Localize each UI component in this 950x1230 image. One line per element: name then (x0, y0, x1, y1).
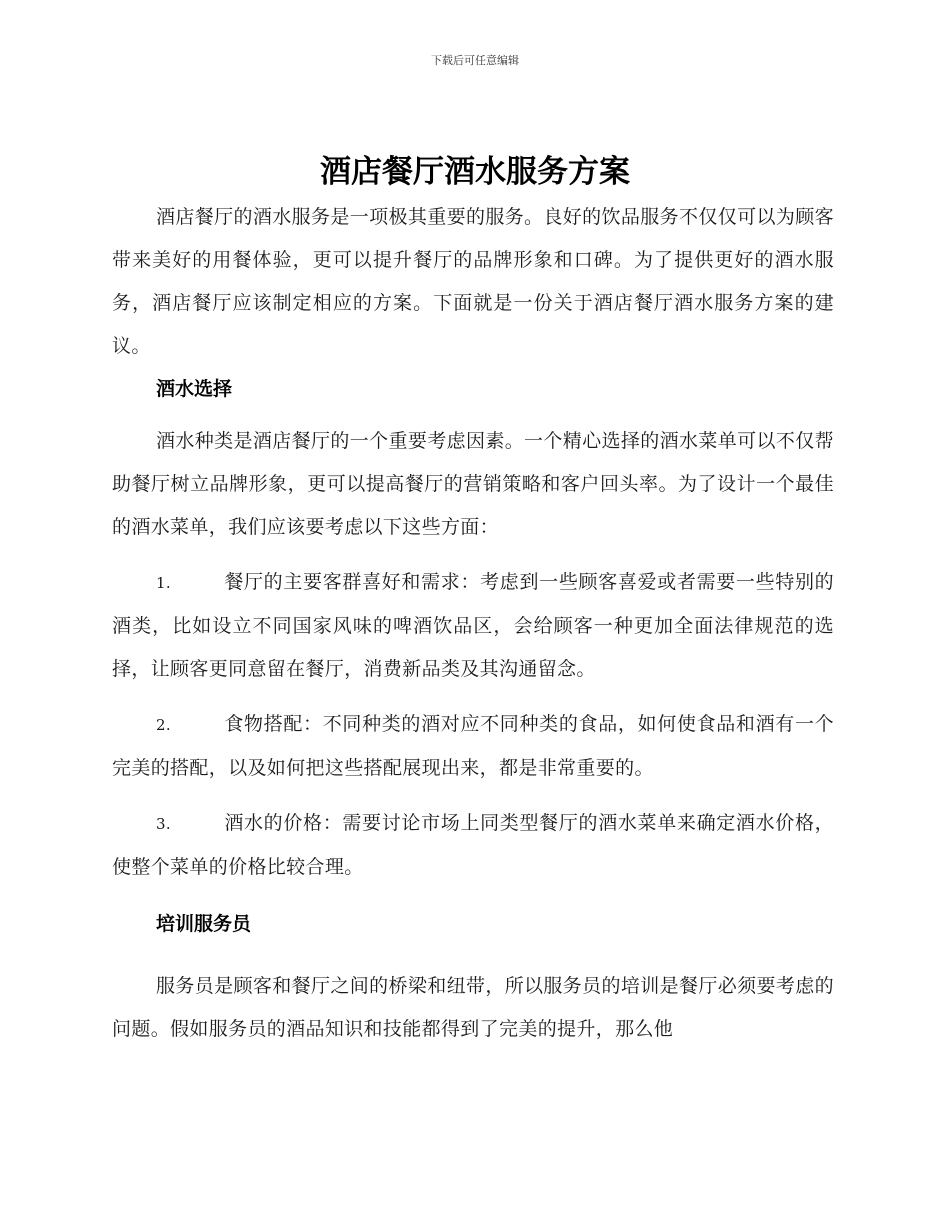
section-paragraph-wine-selection: 酒水种类是酒店餐厅的一个重要考虑因素。一个精心选择的酒水菜单可以不仅帮助餐厅树立品牌形象，更可以提高餐厅的营销策略和客户回头率。为了设计一个最佳的酒水菜单，我们应该要考虑以下这些方面： (112, 430, 834, 538)
list-item-1 (112, 561, 834, 691)
list-item-text: 酒水的价格：需要讨论市场上同类型餐厅的酒水菜单来确定酒水价格，使整个菜单的价格比较合理。 (112, 812, 834, 878)
list-item-number: 3. (156, 815, 172, 833)
list-item-number: 1. (156, 574, 172, 592)
section-heading-wine-selection: 酒水选择 (156, 378, 233, 400)
list-item-text: 餐厅的主要客群喜好和需求：考虑到一些顾客喜爱或者需要一些特别的酒类，比如设立不同国家风味的啤酒饮品区，会给顾客一种更加全面法律规范的选择，让顾客更同意留在餐厅，消费新品类及其沟通留念。 (112, 571, 834, 680)
document-body (112, 196, 834, 1063)
intro-paragraph: 酒店餐厅的酒水服务是一项极其重要的服务。良好的饮品服务不仅仅可以为顾客带来美好的用餐体验，更可以提升餐厅的品牌形象和口碑。为了提供更好的酒水服务，酒店餐厅应该制定相应的方案。下面就是一份关于酒店餐厅酒水服务方案的建议。 (112, 206, 834, 357)
page-header-note: 下载后可任意编辑 (431, 54, 519, 67)
list-item-text: 食物搭配：不同种类的酒对应不同种类的食品，如何使食品和酒有一个完美的搭配，以及如何把这些搭配展现出来，都是非常重要的。 (112, 713, 834, 779)
section-heading-staff-training: 培训服务员 (156, 913, 252, 935)
list-item-3 (112, 802, 834, 889)
section-paragraph-staff-training: 服务员是顾客和餐厅之间的桥梁和纽带，所以服务员的培训是餐厅必须要考虑的问题。假如服务员的酒品知识和技能都得到了完美的提升，那么他 (112, 975, 834, 1040)
document-title: 酒店餐厅酒水服务方案 (320, 154, 630, 190)
list-item-number: 2. (156, 716, 172, 734)
list-item-2 (112, 703, 834, 790)
